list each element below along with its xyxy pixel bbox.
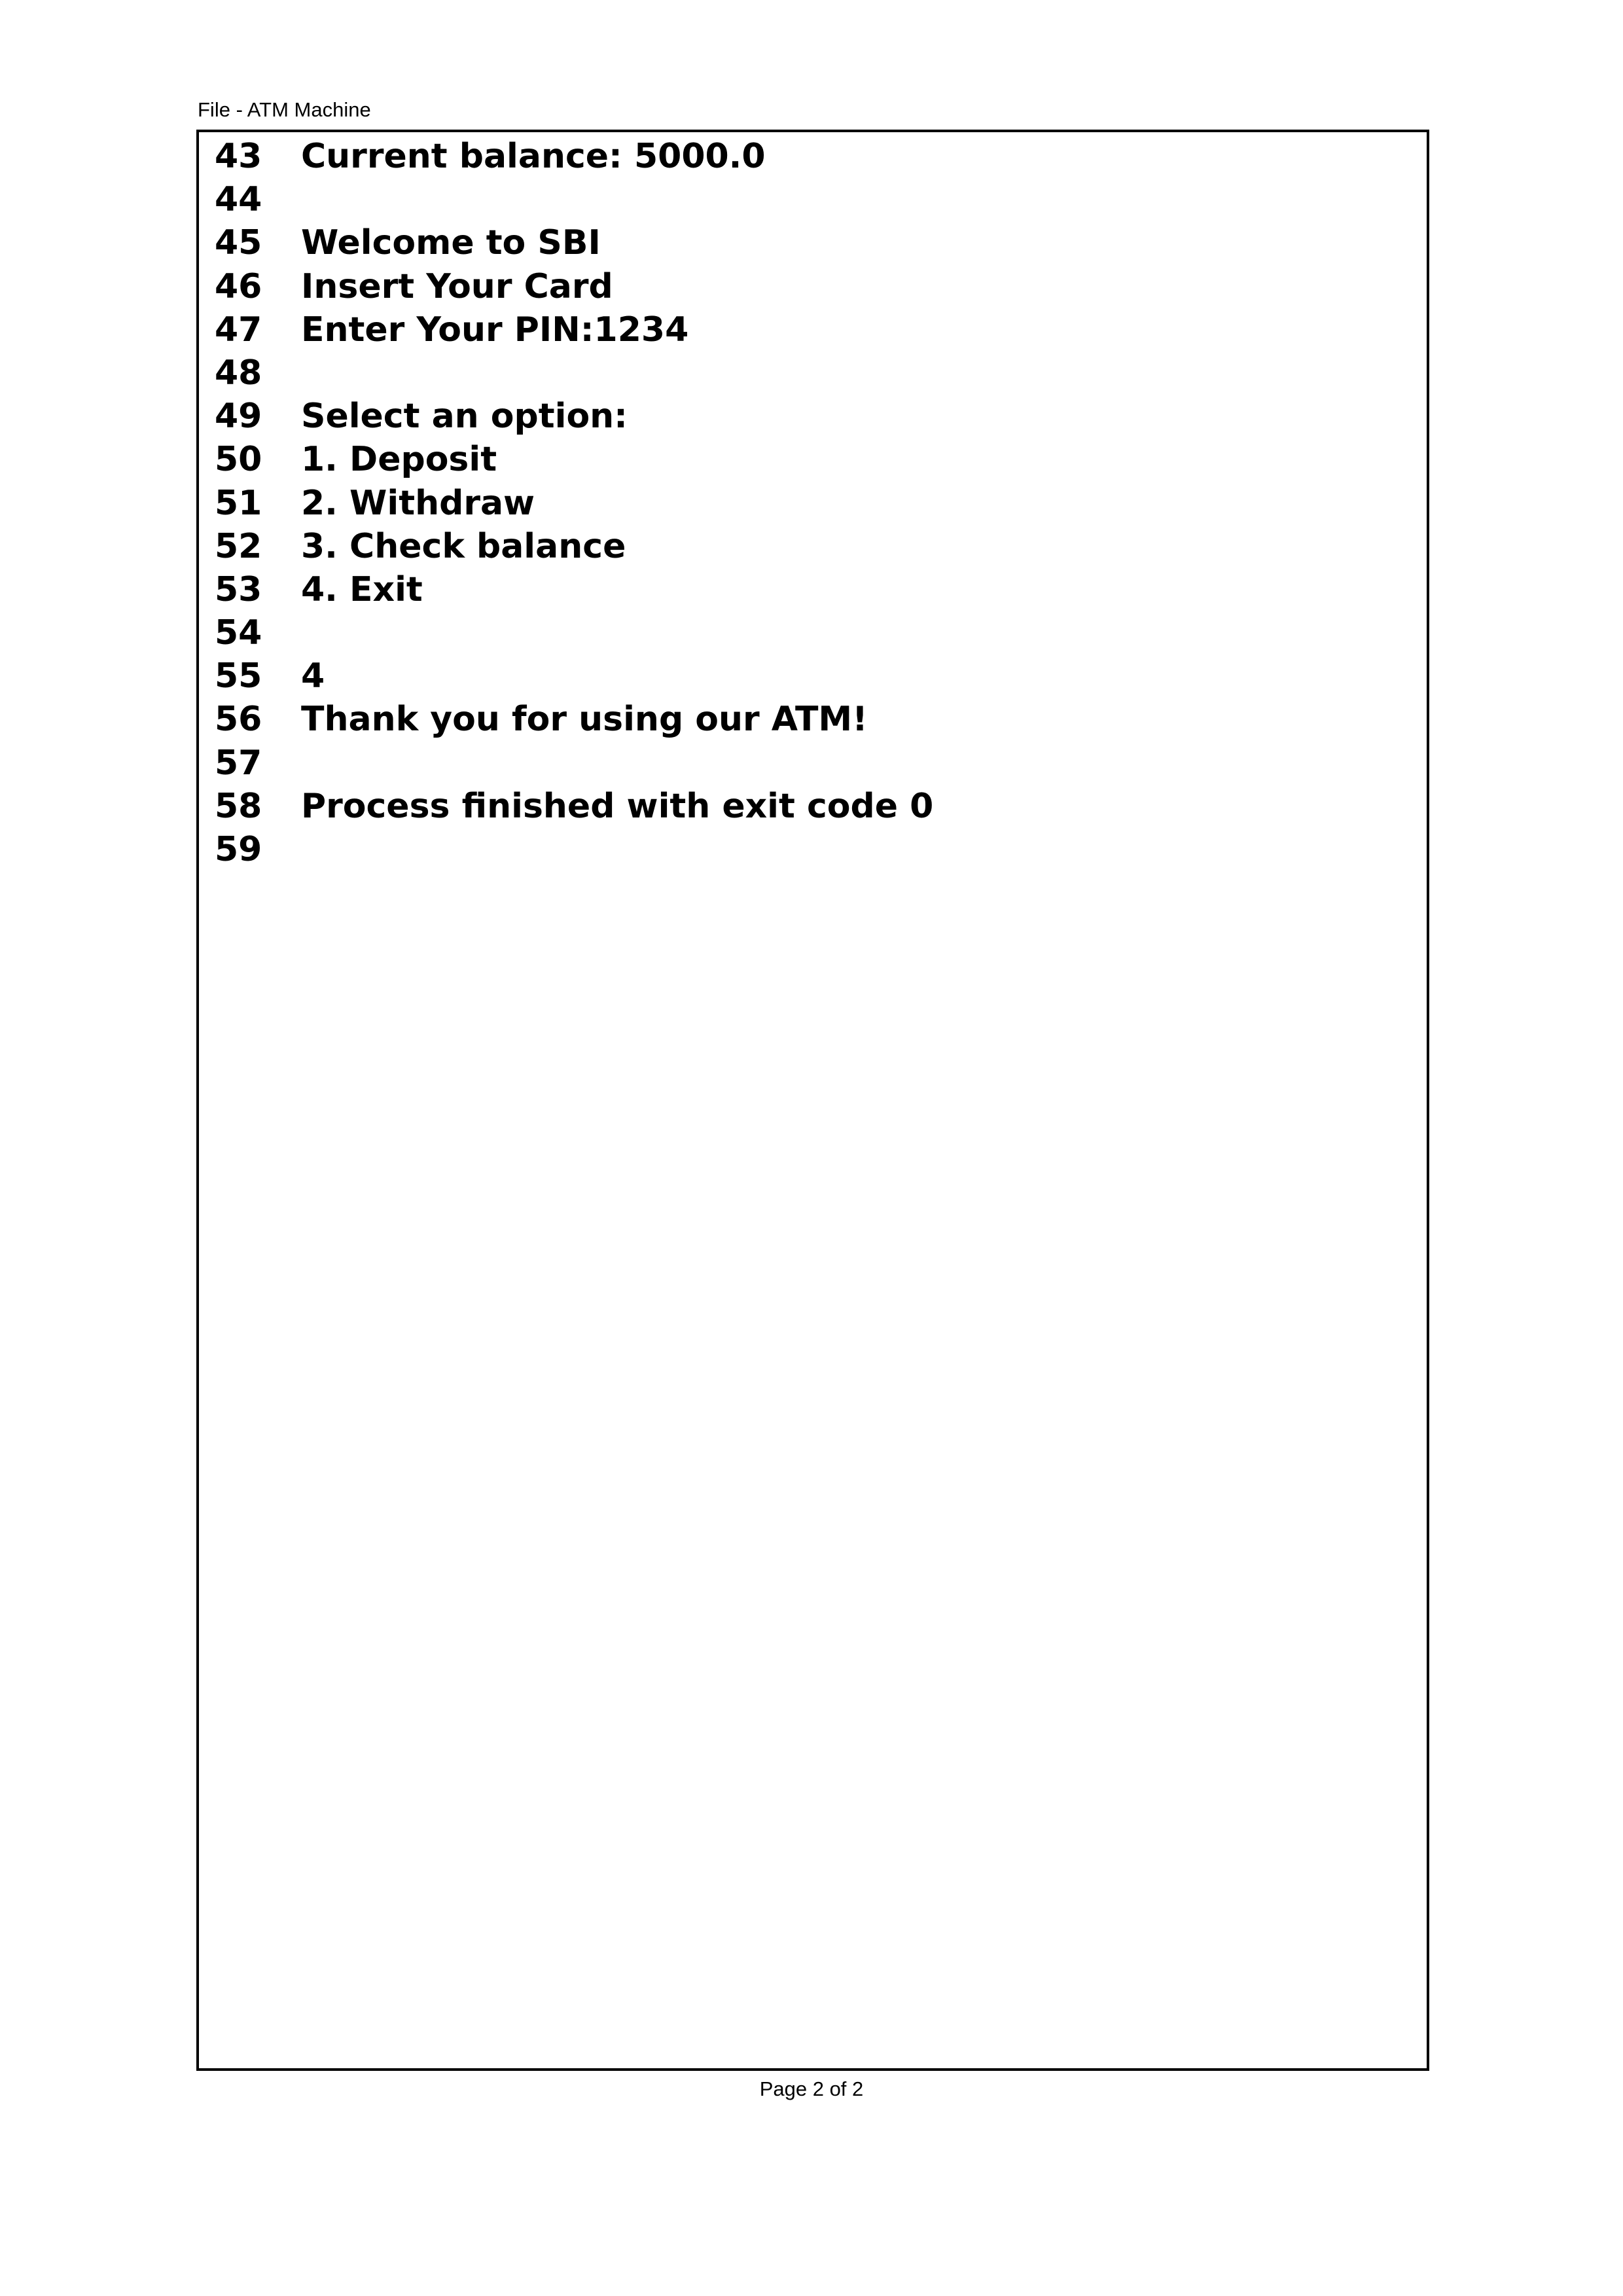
line-number: 53 (215, 569, 262, 609)
code-line (215, 742, 933, 785)
line-number: 58 (215, 786, 262, 826)
line-number: 51 (215, 483, 262, 523)
line-number: 59 (215, 830, 262, 869)
line-number: 45 (215, 223, 262, 263)
line-number: 57 (215, 743, 262, 783)
line-number: 44 (215, 180, 262, 220)
code-line (215, 351, 933, 395)
page-number: Page 2 of 2 (759, 2077, 864, 2100)
line-text: Process finished with exit code 0 (301, 786, 934, 826)
line-number: 47 (215, 310, 262, 350)
line-text: Thank you for using our ATM! (301, 700, 868, 740)
line-number: 56 (215, 700, 262, 740)
line-text: 1. Deposit (301, 440, 497, 480)
line-text: 4. Exit (301, 569, 423, 609)
line-number: 46 (215, 266, 262, 306)
line-number: 52 (215, 526, 262, 566)
code-line (215, 308, 933, 351)
code-line (215, 135, 933, 178)
code-line (215, 265, 933, 308)
code-line (215, 698, 933, 741)
line-number: 49 (215, 397, 262, 437)
line-text: 4 (301, 656, 325, 696)
code-line (215, 785, 933, 828)
code-line (215, 395, 933, 438)
line-text: 3. Check balance (301, 526, 626, 566)
line-text: Welcome to SBI (301, 223, 601, 263)
line-text: 2. Withdraw (301, 483, 535, 523)
line-text: Current balance: 5000.0 (301, 137, 766, 176)
line-number: 50 (215, 440, 262, 480)
document-title: File - ATM Machine (198, 98, 371, 121)
code-line (215, 611, 933, 655)
code-line (215, 438, 933, 481)
code-line (215, 482, 933, 525)
code-line (215, 568, 933, 611)
console-output-lines (215, 135, 933, 871)
code-line (215, 221, 933, 264)
code-line (215, 525, 933, 568)
code-line (215, 828, 933, 871)
line-number: 55 (215, 656, 262, 696)
line-text: Select an option: (301, 397, 628, 437)
line-number: 43 (215, 137, 262, 176)
line-text: Insert Your Card (301, 266, 613, 306)
line-text: Enter Your PIN:1234 (301, 310, 689, 350)
line-number: 54 (215, 613, 262, 653)
console-output-frame (196, 130, 1429, 2071)
code-line (215, 178, 933, 221)
line-number: 48 (215, 353, 262, 393)
code-line (215, 655, 933, 698)
